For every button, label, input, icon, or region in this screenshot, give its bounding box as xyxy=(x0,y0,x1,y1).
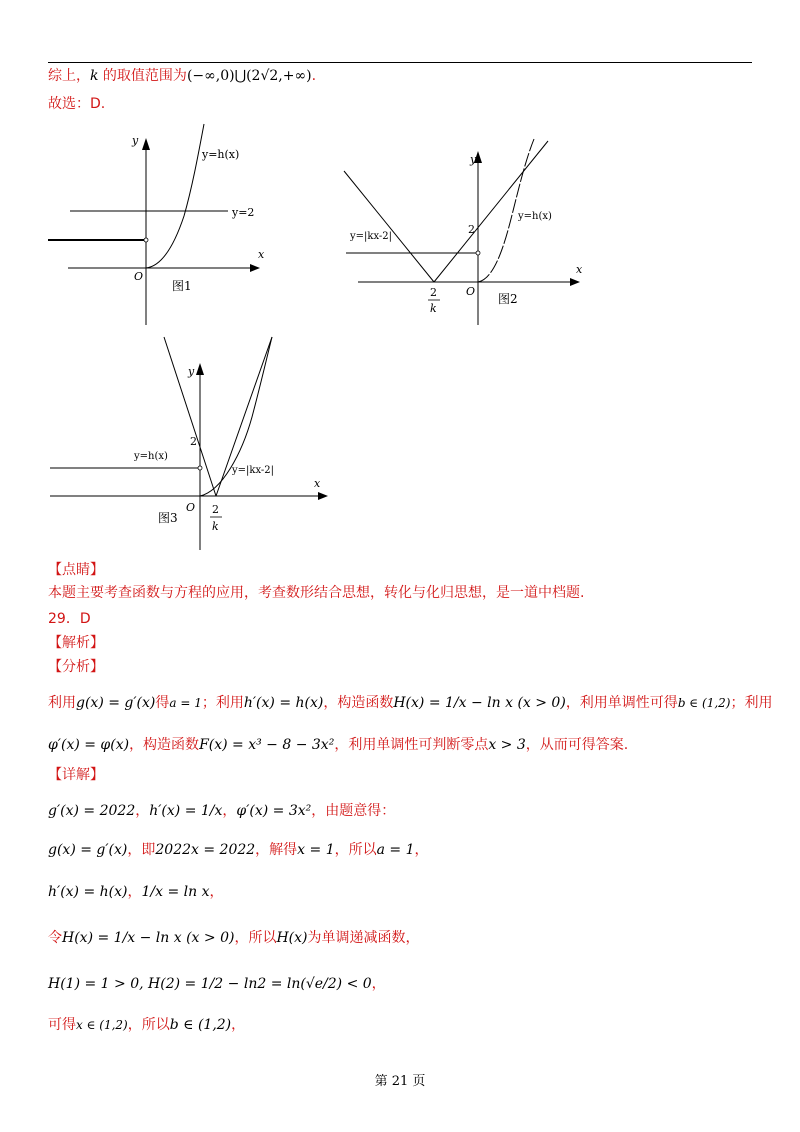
fig3-y-arrow xyxy=(196,363,204,375)
text-span: ，利用单调性可判断零点 xyxy=(334,737,489,753)
fig1-x-arrow xyxy=(250,264,260,272)
text-span: ，利用单调性可得 xyxy=(565,695,678,711)
formula: F(x) = x³ − 8 − 3x² xyxy=(199,737,335,753)
fig3-caption: 图3 xyxy=(158,511,178,525)
figure-1 xyxy=(46,120,286,330)
formula: g(x) = g′(x) xyxy=(48,842,128,858)
jiexi-title: 【解析】 xyxy=(48,635,104,651)
header-rule xyxy=(48,62,752,63)
fenxi-line-1 xyxy=(48,693,772,713)
formula: x ∈ (1,2) xyxy=(76,1018,128,1032)
fig3-root-denominator: k xyxy=(212,520,219,533)
k-range: (−∞,0)⋃(2√2,+∞) xyxy=(186,68,312,84)
fig1-curve-h xyxy=(146,124,204,268)
formula: a = 1 xyxy=(169,696,202,710)
fig1-caption: 图1 xyxy=(172,279,192,293)
fig2-curve-label: y=h(x) xyxy=(518,211,552,222)
text-span: 利用 xyxy=(48,695,76,711)
k-symbol: k xyxy=(90,68,99,84)
fenxi-title: 【分析】 xyxy=(48,659,104,675)
dianjing-title: 【点睛】 xyxy=(48,562,104,578)
formula: b ∈ (1,2) xyxy=(677,696,731,710)
text-span: ， xyxy=(209,884,224,900)
formula: H(x) = 1/x − ln x (x > 0) xyxy=(62,930,235,946)
formula: g(x) = g′(x) xyxy=(76,695,156,711)
text-span: 得 xyxy=(155,695,170,711)
xiangjie-line-1 xyxy=(48,801,395,821)
text-span: ，由题意得： xyxy=(311,803,396,819)
formula: h′(x) = 1/x xyxy=(149,803,223,819)
fig3-curve-label: y=h(x) xyxy=(134,451,168,462)
text-span: 可得 xyxy=(48,1017,76,1033)
fig2-root-denominator: k xyxy=(430,302,437,315)
text-span: ，解得 xyxy=(255,842,298,858)
text-span: ， xyxy=(222,803,237,819)
fig1-y-label: y xyxy=(132,134,139,147)
fig1-x-label: x xyxy=(258,248,265,261)
formula: 1/x = ln x xyxy=(141,884,210,900)
fig3-x-arrow xyxy=(318,492,328,500)
text-span: ，构造函数 xyxy=(129,737,200,753)
fig1-curve-label: y=h(x) xyxy=(202,148,240,161)
text-span: ，所以 xyxy=(127,1017,170,1033)
fig3-y-label: y xyxy=(188,365,195,378)
fig3-open-point xyxy=(198,466,202,470)
fig3-root-numerator: 2 xyxy=(212,503,219,516)
formula: H(1) = 1 > 0, H(2) = 1/2 − ln2 = ln(√e/2) < 0 xyxy=(48,976,372,992)
conclusion-line xyxy=(48,66,316,86)
fig1-hline-label: y=2 xyxy=(232,206,255,219)
text-span: 令 xyxy=(48,930,62,946)
text-span: ， xyxy=(127,884,142,900)
formula: 2022x = 2022 xyxy=(155,842,256,858)
figure-2 xyxy=(342,135,592,330)
formula: φ′(x) = 3x² xyxy=(236,803,312,819)
formula: h′(x) = h(x) xyxy=(48,884,128,900)
fig2-y-label: y xyxy=(470,153,477,166)
fig3-intercept-label: 2 xyxy=(190,435,197,448)
page-footer: 第 21 页 xyxy=(374,1074,426,1089)
fig2-open-point xyxy=(476,251,480,255)
text-span: ，构造函数 xyxy=(323,695,394,711)
text-span: ， xyxy=(135,803,150,819)
fig1-origin-label: O xyxy=(134,270,144,283)
fig2-abs-left xyxy=(344,171,434,282)
fig2-origin-label: O xyxy=(466,285,476,298)
figure-3 xyxy=(46,335,346,555)
fig3-x-label: x xyxy=(314,477,321,490)
problem-number: 29．D xyxy=(48,611,91,627)
formula: x > 3 xyxy=(488,737,526,753)
formula: H(x) = 1/x − ln x (x > 0) xyxy=(393,695,566,711)
text-span: ；利用 xyxy=(201,695,244,711)
fig1-open-point xyxy=(144,238,148,242)
fig3-abs-left xyxy=(164,337,216,496)
text-span: 为单调递减函数， xyxy=(307,930,420,946)
formula: b ∈ (1,2) xyxy=(169,1017,232,1033)
fig3-origin-label: O xyxy=(186,501,196,514)
choice-line: 故选：D. xyxy=(48,96,106,112)
text-span: ， xyxy=(231,1017,246,1033)
xiangjie-line-4 xyxy=(48,928,420,948)
conclusion-end: . xyxy=(311,68,317,84)
xiangjie-line-6 xyxy=(48,1015,245,1035)
text-span: ， xyxy=(414,842,429,858)
text-span: ， xyxy=(371,976,386,992)
fig3-abs-label: y=|kx-2| xyxy=(232,465,275,476)
formula: g′(x) = 2022 xyxy=(48,803,136,819)
fenxi-line-2 xyxy=(48,735,628,755)
xiangjie-line-2 xyxy=(48,840,429,860)
fig2-intercept-label: 2 xyxy=(468,223,475,236)
text-span: ，所以 xyxy=(334,842,377,858)
formula: φ′(x) = φ(x) xyxy=(48,737,130,753)
formula: h′(x) = h(x) xyxy=(243,695,324,711)
xiangjie-line-3 xyxy=(48,882,223,902)
fig2-caption: 图2 xyxy=(498,292,518,306)
conclusion-prefix: 综上， xyxy=(48,68,90,84)
fig2-abs-label: y=|kx-2| xyxy=(350,231,393,242)
xiangjie-title: 【详解】 xyxy=(48,767,104,783)
formula: x = 1 xyxy=(297,842,335,858)
text-span: ，所以 xyxy=(234,930,277,946)
fig2-root-numerator: 2 xyxy=(430,286,437,299)
text-span: ，从而可得答案. xyxy=(525,737,629,753)
formula: H(x) xyxy=(276,930,308,946)
text-span: ；利用 xyxy=(730,695,773,711)
xiangjie-line-5 xyxy=(48,974,386,994)
fig2-x-label: x xyxy=(576,263,583,276)
formula: a = 1 xyxy=(376,842,415,858)
fig2-x-arrow xyxy=(570,278,580,286)
text-span: ，即 xyxy=(127,842,156,858)
conclusion-middle: 的取值范围为 xyxy=(98,68,187,84)
fig1-y-arrow xyxy=(142,138,150,150)
dianjing-text: 本题主要考查函数与方程的应用，考查数形结合思想，转化与化归思想，是一道中档题. xyxy=(48,585,585,601)
